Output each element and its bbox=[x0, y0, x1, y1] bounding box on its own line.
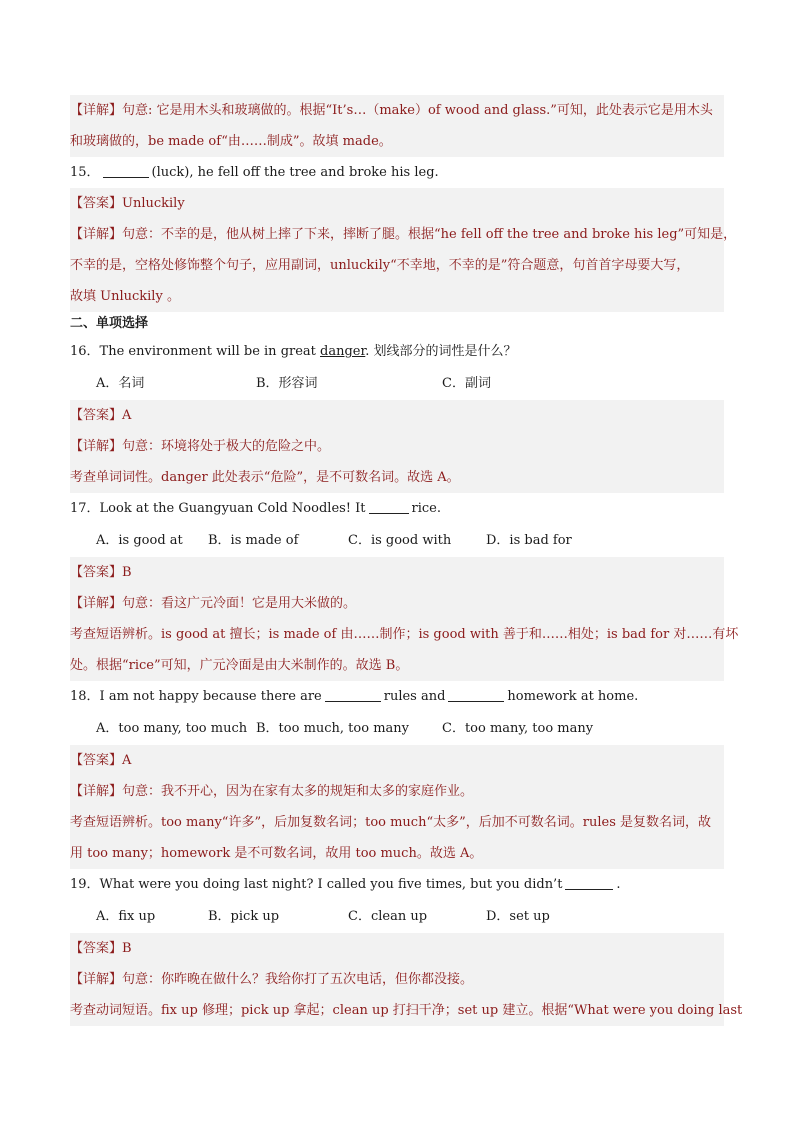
q19-question bbox=[70, 869, 724, 900]
q19-stem-pre: What were you doing last night? I called you five times, but you didn’t bbox=[99, 877, 563, 892]
q19-stem-post: . bbox=[616, 877, 621, 892]
q18-number: 18． bbox=[70, 689, 100, 704]
q14-detail-block bbox=[70, 95, 724, 157]
q18-detail-line-3: 用 too many；homework 是不可数名词，故用 too much。故选 A。 bbox=[70, 846, 483, 861]
q19-blank bbox=[565, 876, 613, 890]
q18-stem-post: homework at home. bbox=[507, 689, 639, 704]
q15-detail-line-1: 【详解】句意：不幸的是，他从树上摔了下来，摔断了腿。根据“he fell off the tree and broke his leg”可知是， bbox=[70, 227, 737, 242]
q18-stem-mid: rules and bbox=[383, 689, 446, 704]
q18-stem-pre: I am not happy because there are bbox=[99, 689, 322, 704]
q16-stem-pre: The environment will be in great bbox=[99, 344, 321, 359]
q18-blank-2 bbox=[448, 688, 504, 702]
worksheet bbox=[70, 95, 743, 1026]
section-heading: 二、单项选择 bbox=[70, 316, 149, 331]
q14-detail-line-2: 和玻璃做的，be made of“由……制成”。故填 made。 bbox=[70, 134, 392, 149]
q19-options bbox=[70, 900, 724, 933]
q14-detail-line-1: 【详解】句意: 它是用木头和玻璃做的。根据“It’s…（make）of wood and glass.”可知，此处表示它是用木头 bbox=[70, 103, 713, 118]
q19-number: 19． bbox=[70, 877, 100, 892]
q19-option-b: B．pick up bbox=[208, 909, 280, 924]
q15-blank bbox=[103, 164, 149, 178]
q19-detail-line-1: 【详解】句意：你昨晚在做什么？我给你打了五次电话，但你都没接。 bbox=[70, 972, 474, 987]
q16-option-b: B．形容词 bbox=[256, 376, 318, 391]
q16-number: 16． bbox=[70, 344, 100, 359]
q16-detail-line-2: 考查单词词性。danger 此处表示“危险”，是不可数名词。故选 A。 bbox=[70, 470, 460, 485]
q16-answer: 【答案】A bbox=[70, 408, 132, 423]
q18-detail-line-2: 考查短语辨析。too many“许多”，后加复数名词；too much“太多”，后加不可数名词。rules 是复数名词，故 bbox=[70, 815, 711, 830]
q15-stem: (luck), he fell off the tree and broke his leg. bbox=[151, 165, 439, 180]
q15-solution-block bbox=[70, 188, 737, 312]
q19-option-d: D．set up bbox=[486, 909, 550, 924]
q19-option-c: C．clean up bbox=[348, 909, 428, 924]
q18-option-b: B．too much, too many bbox=[256, 721, 409, 736]
q17-options bbox=[70, 524, 724, 557]
q17-detail-line-3: 处。根据“rice”可知，广元冷面是由大米制作的。故选 B。 bbox=[70, 658, 409, 673]
q19-detail-line-2: 考查动词短语。fix up 修理；pick up 拿起；clean up 打扫干净；set up 建立。根据“What were you doing last bbox=[70, 1003, 743, 1018]
q15-answer: 【答案】Unluckily bbox=[70, 196, 185, 211]
q19-answer: 【答案】B bbox=[70, 941, 132, 956]
q18-options bbox=[70, 712, 724, 745]
q16-underlined-word: danger bbox=[320, 344, 366, 359]
q17-stem-pre: Look at the Guangyuan Cold Noodles! It bbox=[99, 501, 366, 516]
q17-option-c: C．is good with bbox=[348, 533, 452, 548]
q17-option-d: D．is bad for bbox=[486, 533, 572, 548]
q17-blank bbox=[369, 500, 409, 514]
q16-detail-line-1: 【详解】句意：环境将处于极大的危险之中。 bbox=[70, 439, 331, 454]
q17-question bbox=[70, 493, 724, 524]
q18-answer: 【答案】A bbox=[70, 753, 132, 768]
q18-option-c: C．too many, too many bbox=[442, 721, 594, 736]
q17-solution-block bbox=[70, 557, 739, 681]
q16-option-c: C．副词 bbox=[442, 376, 491, 391]
q15-number: 15． bbox=[70, 165, 100, 180]
q17-answer: 【答案】B bbox=[70, 565, 132, 580]
q15-question bbox=[70, 157, 724, 188]
q15-detail-line-3: 故填 Unluckily 。 bbox=[70, 289, 180, 304]
q19-option-a: A．fix up bbox=[96, 909, 156, 924]
q18-question bbox=[70, 681, 724, 712]
q17-detail-line-1: 【详解】句意：看这广元冷面！它是用大米做的。 bbox=[70, 596, 357, 611]
q16-solution-block bbox=[70, 400, 724, 493]
q17-option-a: A．is good at bbox=[96, 533, 183, 548]
q17-stem-post: rice. bbox=[411, 501, 442, 516]
q16-stem-post: . 划线部分的词性是什么？ bbox=[365, 344, 517, 359]
q17-option-b: B．is made of bbox=[208, 533, 299, 548]
q18-detail-line-1: 【详解】句意：我不开心，因为在家有太多的规矩和太多的家庭作业。 bbox=[70, 784, 474, 799]
q16-question bbox=[70, 336, 724, 367]
q19-solution-block bbox=[70, 933, 743, 1026]
q18-option-a: A．too many, too much bbox=[96, 721, 248, 736]
q15-detail-line-2: 不幸的是，空格处修饰整个句子，应用副词，unluckily“不幸地，不幸的是”符合题意，句首首字母要大写， bbox=[70, 258, 690, 273]
q16-options bbox=[70, 367, 724, 400]
q18-solution-block bbox=[70, 745, 724, 869]
q16-option-a: A．名词 bbox=[96, 376, 145, 391]
q17-number: 17． bbox=[70, 501, 100, 516]
q17-detail-line-2: 考查短语辨析。is good at 擅长；is made of 由……制作；is good with 善于和……相处；is bad for 对……有坏 bbox=[70, 627, 739, 642]
q18-blank-1 bbox=[325, 688, 381, 702]
